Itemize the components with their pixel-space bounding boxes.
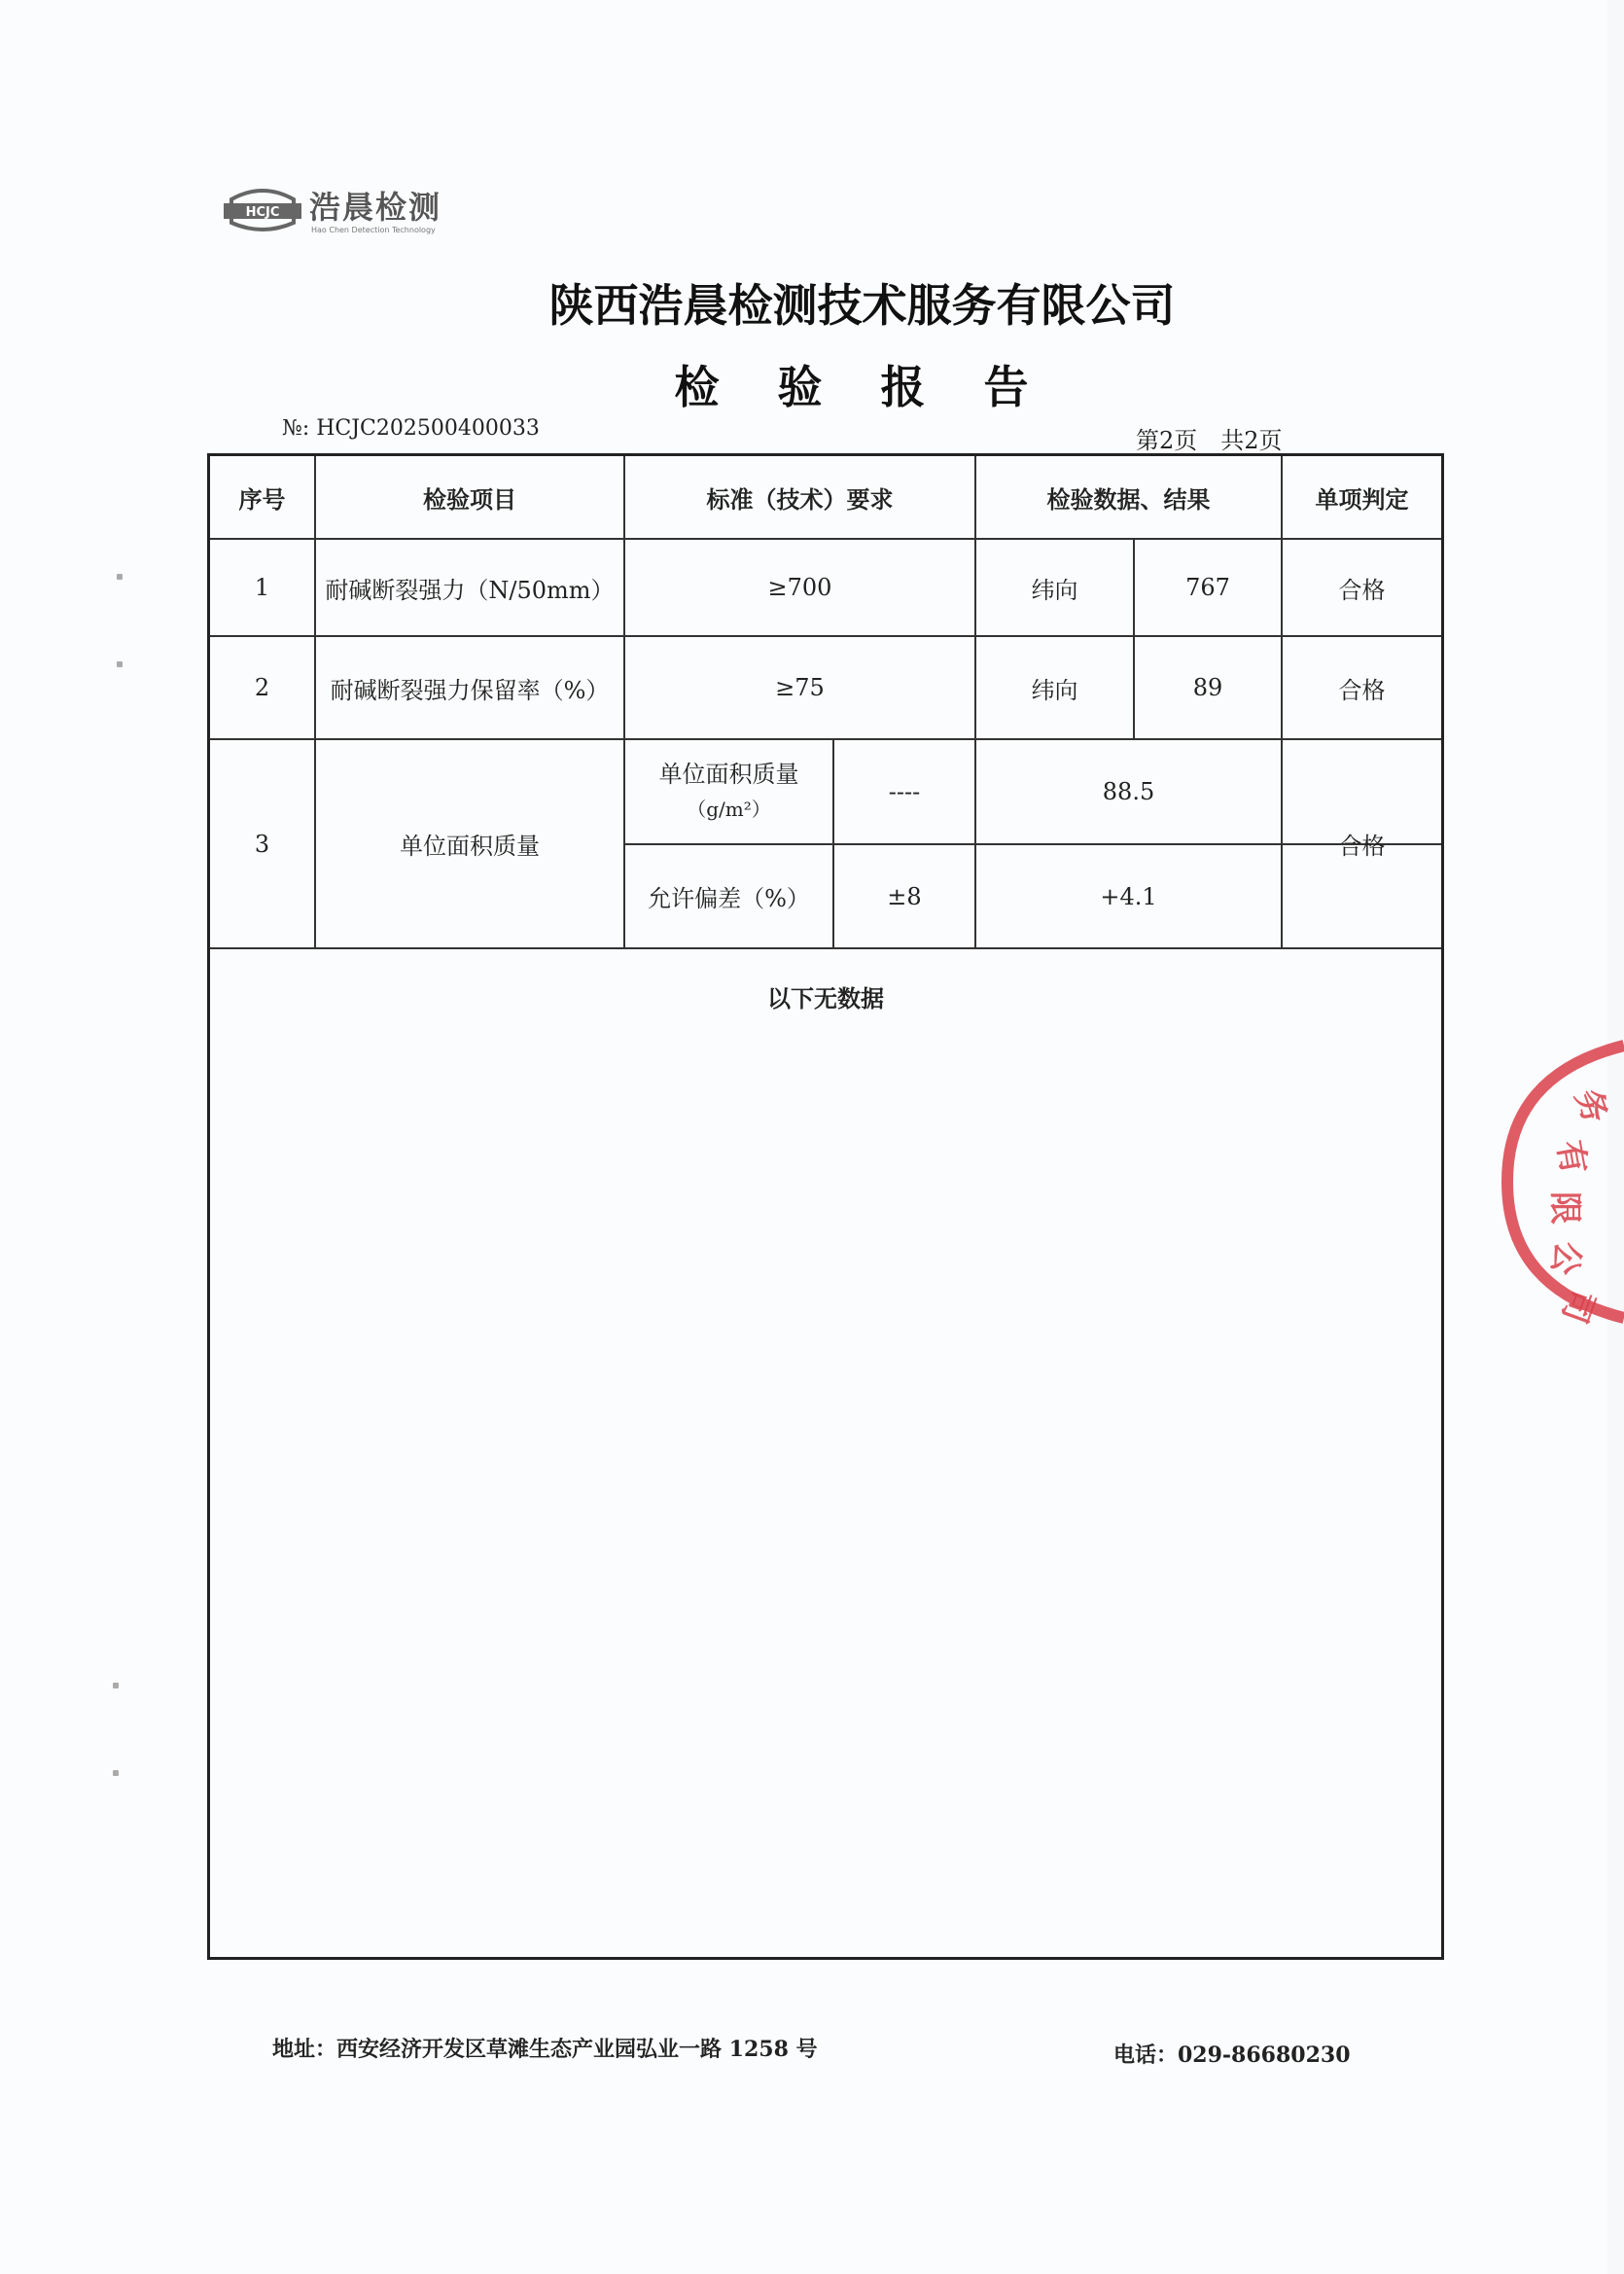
footer-address: 地址：西安经济开发区草滩生态产业园弘业一路 1258 号: [272, 2037, 818, 2062]
row1-seq: 1: [254, 574, 270, 601]
row3-sub1-value: 88.5: [1102, 778, 1155, 805]
no-more-data: 以下无数据: [767, 984, 884, 1013]
report-number: №: HCJC202500400033: [282, 416, 540, 441]
row3-sub2-value: +4.1: [1100, 882, 1157, 910]
scan-mark: [113, 1770, 119, 1776]
row1-standard: ≥700: [767, 574, 832, 601]
svg-text:限: 限: [1545, 1191, 1584, 1225]
scan-mark: [113, 1683, 119, 1688]
header-standard: 标准（技术）要求: [706, 485, 894, 514]
svg-text:务: 务: [1567, 1084, 1615, 1129]
report-title: 检 验 报 告: [674, 361, 1050, 413]
header-seq: 序号: [238, 485, 286, 514]
company-seal: [1488, 1036, 1624, 1328]
row2-judgement: 合格: [1338, 676, 1386, 704]
header-data: 检验数据、结果: [1046, 485, 1211, 514]
row1-direction: 纬向: [1031, 576, 1078, 604]
scan-mark: [117, 661, 123, 667]
header-item: 检验项目: [423, 485, 516, 514]
row3-sub2-standard: ±8: [887, 882, 922, 910]
logo-badge: HCJC: [245, 205, 280, 220]
row1-judgement: 合格: [1338, 576, 1386, 604]
row3-sub1-unit: （g/m²）: [687, 798, 771, 821]
row3-sub1-label: 单位面积质量: [658, 761, 799, 788]
row3-sub1-standard: ----: [888, 778, 921, 805]
row2-value: 89: [1192, 674, 1223, 701]
logo-tagline: Hao Chen Detection Technology: [311, 226, 436, 234]
row3-seq: 3: [254, 830, 270, 858]
header-judgement: 单项判定: [1315, 485, 1409, 514]
svg-text:有: 有: [1549, 1137, 1594, 1178]
row2-seq: 2: [254, 674, 270, 701]
row2-standard: ≥75: [775, 674, 825, 701]
footer-phone: 电话：029-86680230: [1113, 2043, 1351, 2068]
row3-sub2-label: 允许偏差（%）: [648, 885, 810, 912]
scan-mark: [117, 574, 123, 580]
inspection-table: [207, 453, 1444, 1960]
row3-sub1-label-cell: [625, 740, 832, 843]
row1-value: 767: [1185, 574, 1230, 601]
svg-text:司: 司: [1553, 1283, 1603, 1329]
row3-judgement: 合格: [1338, 833, 1386, 860]
logo-name: 浩晨检测: [309, 189, 442, 226]
row3-item: 单位面积质量: [400, 833, 540, 860]
row2-direction: 纬向: [1031, 676, 1078, 704]
svg-text:公: 公: [1543, 1238, 1588, 1278]
company-name: 陕西浩晨检测技术服务有限公司: [548, 279, 1176, 332]
page-info: 第2页 共2页: [1136, 427, 1283, 454]
row1-item: 耐碱断裂强力（N/50mm）: [325, 576, 615, 604]
row2-item: 耐碱断裂强力保留率（%）: [330, 676, 610, 704]
